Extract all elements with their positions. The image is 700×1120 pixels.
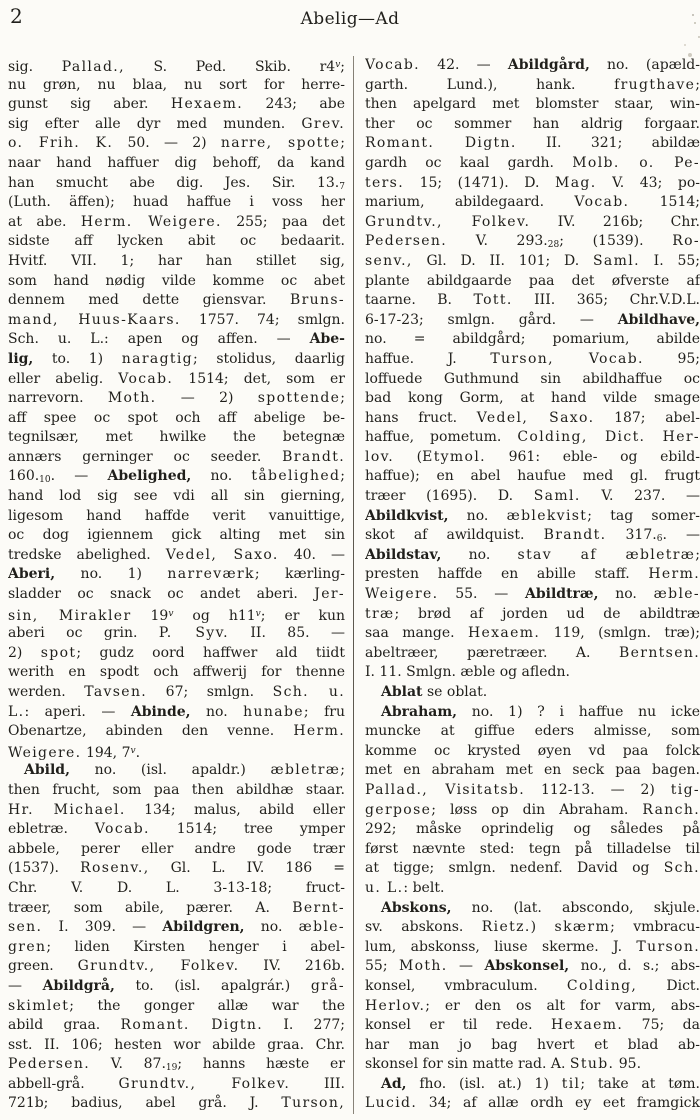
text-line: plante abildgaarde paa det øfverste af [365, 272, 700, 289]
text-line: then apelgard met blomster staar, win- [365, 96, 700, 113]
text-line: no. = abildgård; pomarium, abilde [365, 331, 700, 348]
text-line: Abildstav, no. stav af æbletræ; [365, 546, 700, 563]
text-line: (Luth. äffen); huad haffue i voss her [8, 194, 345, 211]
text-line: Pedersen. V. $87._{19}$; hanns hæste er [8, 1056, 345, 1074]
text-line: green. Grundtv., Folkev. IV. 216b. [8, 958, 345, 975]
text-line: Sch. u. L.: apen og affen. — Abe- [8, 331, 345, 348]
text-line: u. L.: belt. [365, 879, 445, 896]
text-line: Pedersen. V. $293._{28}$; (1539). Ro- [365, 233, 700, 251]
column-right [365, 56, 700, 1114]
text-line: Pallad., Visitatsb. 112-13. — 2) tig- [365, 781, 700, 798]
text-line: — Abildgrå, to. (isl. apalgrár.) grå- [8, 977, 345, 994]
column-left [8, 56, 345, 1114]
text-line: naar hand haffuer dig behoff, da kand [8, 154, 345, 171]
text-line: haffue. J. Turson, Vocab. 95; [365, 350, 700, 367]
text-line: 6-17-23; smlgn. gård. — Abildhave, [365, 311, 700, 328]
text-line: L.: aperi. — Abinde, no. hunabe; fru [8, 703, 345, 720]
text-line: at tigge; smlgn. nedenf. David og Sch. [365, 860, 700, 877]
text-line: træer, som abile, pærer. A. Bernt- [8, 899, 345, 916]
text-line: tredske abelighed. Vedel, Saxo. 40. — [8, 546, 345, 563]
text-line: Weigere. 194, 7$^v$. [8, 744, 141, 761]
text-line: skimlet; the gonger allæ war the [8, 997, 345, 1014]
column-divider [353, 56, 354, 1114]
text-line: abeltræer, pæretræer. A. Berntsen. [365, 644, 700, 661]
text-line: sv. abskons. Rietz.) skærm; vmbracu- [365, 919, 700, 936]
text-line: Weigere. 55. — Abildtræ, no. æble- [365, 586, 700, 603]
text-line: (1537). Rosenv., Gl. L. IV. 186 = [8, 860, 345, 877]
text-line: 292; måske oprindelig og således på [365, 821, 700, 838]
text-line: Obenartze, abinden den venne. Herm. [8, 723, 345, 740]
text-line: sst. II. 106; hesten wor abilde graa. Chr. [8, 1036, 345, 1053]
text-line: ther oc sommer han aldrig forgaar. [365, 115, 700, 132]
text-line: nu grøn, nu blaa, nu sort for herre- [8, 76, 345, 93]
text-line: Hr. Michael. 134; malus, abild eller [8, 801, 345, 818]
text-line: mand, Huus-Kaars. 1757. 74; smlgn. [8, 311, 345, 328]
text-line: træer (1695). D. Saml. V. 237. — [365, 488, 700, 505]
text-line: loffuede Guthmund sin abildhaffue oc [365, 370, 700, 387]
text-line: Ablat se oblat. [381, 684, 488, 700]
text-line: narrevorn. Moth. — 2) spottende; [8, 390, 345, 407]
text-line: o. Frih. K. 50. — 2) narre, spotte; [8, 135, 345, 152]
text-line: taarne. B. Tott. III. 365; Chr.V.D.L. [365, 292, 700, 309]
text-line: $160._{10}$. — Abelighed, no. tåbelighed; [8, 468, 345, 486]
text-line: gunst sig aber. Hexaem. 243; abe [8, 96, 345, 113]
text-line: presten haffde en abille staff. Herm. [365, 566, 700, 583]
text-line: Grundtv., Folkev. IV. 216b; Chr. [365, 213, 700, 230]
text-line: ters. 15; (1471). D. Mag. V. 43; po- [365, 174, 700, 191]
text-line: senv., Gl. D. II. 101; D. Saml. I. 55; [365, 252, 700, 269]
text-line: Abraham, no. 1) ? i haffue nu icke [381, 703, 700, 720]
text-line: hand lod sig see vdi all sin gierning, [8, 488, 345, 505]
text-line: abild graa. Romant. Digtn. I. 277; [8, 1017, 345, 1034]
text-line: annærs gerninger oc seeder. Brandt. [8, 448, 345, 465]
text-line: oc dog igiennem gick alting met sin [8, 527, 345, 544]
text-line: 2) spot; gudz oord haffwer ald tiidt [8, 644, 345, 661]
text-line: sen. I. 309. — Abildgren, no. æble- [8, 919, 345, 936]
text-line: ebletræ. Vocab. 1514; tree ymper [8, 821, 345, 838]
text-line: Aberi, no. 1) narreværk; kærling- [8, 566, 345, 583]
text-line: met en abraham met en seck paa bagen. [365, 762, 700, 779]
text-line: gardh oc kaal gardh. Molb. o. Pe- [365, 154, 700, 171]
text-line: marium, abildegaard. Vocab. 1514; [365, 194, 700, 211]
text-line: skonsel for sin matte rad. A. Stub. 95. [365, 1056, 642, 1073]
text-line: at abe. Herm. Weigere. 255; paa det [8, 213, 345, 230]
text-line: haffue, pometum. Colding, Dict. Her- [365, 429, 700, 446]
text-line: Ad, fho. (isl. at.) 1) til; take at tøm. [381, 1075, 700, 1092]
text-line: først nævnte sted: tegn på tilladelse til [365, 840, 700, 857]
text-line: konsel er til rede. Hexaem. 75; da [365, 1017, 700, 1034]
text-line: I. 11. Smlgn. æble og afledn. [365, 664, 570, 681]
text-line: dennem med dette giensvar. Bruns- [8, 292, 345, 309]
text-line: Abskons, no. (lat. abscondo, skjule. [381, 899, 700, 916]
text-line: Hvitf. VII. 1; har han stillet sig, [8, 252, 345, 269]
text-line: ligesom hand haffde verit vanuittige, [8, 507, 345, 524]
text-line: haffue); en abel haufue med gl. frugt [365, 468, 700, 485]
text-line: muncke at giffue eders almisse, som [365, 723, 700, 740]
text-line: 721b; badius, abel grå. J. Turson, [8, 1095, 345, 1112]
text-line: abbele, perer eller andre gode trær [8, 840, 345, 857]
text-line: Romant. Digtn. II. 321; abildæ [365, 135, 700, 152]
text-line: 55; Moth. — Abskonsel, no., d. s.; abs- [365, 958, 700, 975]
page-number: 2 [10, 4, 23, 28]
text-line: sidste aff lycken abit oc bedaarit. [8, 233, 345, 250]
text-line: Abildkvist, no. æblekvist; tag somer- [365, 507, 700, 524]
text-line: lov. (Etymol. 961: eble- og ebild- [365, 448, 700, 465]
text-line: sladder oc snack oc andet aberi. Jer- [8, 586, 345, 603]
running-title: Abelig—Ad [300, 9, 400, 29]
text-line: abbell-grå. Grundtv., Folkev. III. [8, 1075, 345, 1092]
text-line: werden. Tavsen. 67; smlgn. Sch. u. [8, 684, 345, 700]
text-line: Vocab. 42. — Abildgård, no. (apæld- [365, 57, 700, 73]
text-line: gerpose; løss op din Abraham. Ranch. [365, 801, 700, 818]
text-line: Abild, no. (isl. apaldr.) æbletræ; [24, 762, 345, 779]
text-line: Lucid. 34; af allæ ordh ey eet framgick [365, 1095, 700, 1112]
text-line: aff spee oc spot och aff abelige be- [8, 409, 345, 426]
text-line: then frucht, som paa then abildhæ staar. [8, 781, 345, 798]
text-line: komme oc krysted øyen vd paa folck [365, 742, 700, 759]
text-line: bad kong Gorm, at hand vilde smage [365, 390, 700, 407]
text-line: Herlov.; er den os alt for varm, abs- [365, 997, 700, 1014]
text-line: konsel, vmbraculum. Colding, Dict. [365, 977, 700, 994]
text-line: han smucht abe dig. Jes. Sir. $13._7$ [8, 174, 345, 192]
text-line: som hand nødig vilde komme oc abet [8, 272, 345, 289]
text-line: har man jo bag hvert et blad ab- [365, 1036, 700, 1053]
text-line: aberi oc grin. P. Syv. II. 85. — [8, 625, 345, 642]
text-line: gren; liden Kirsten henger i abel- [8, 938, 345, 955]
text-line: sig. Pallad., S. Ped. Skib. r4$^v$; [8, 59, 345, 75]
text-line: garth. Lund.), hank. frugthave; [365, 76, 700, 93]
text-line: lig, to. 1) naragtig; stolidus, daarlig [8, 350, 345, 367]
text-line: lum, abskonss, liuse skerme. J. Turson. [365, 938, 700, 955]
text-line: Chr. V. D. L. 3-13-18; fruct- [8, 879, 345, 896]
text-line: sin, Mirakler 19$^v$ og h11$^v$; er kun [8, 607, 345, 624]
text-line: skot af awildquist. Brandt. $317._6$. — [365, 527, 700, 545]
text-line: werith en spodt och affwerij for thenne [8, 664, 345, 681]
text-line: tegnilsær, met hwilke the betegnæ [8, 429, 345, 446]
text-line: sig efter alle dyr med munden. Grev. [8, 115, 345, 132]
text-line: saa mange. Hexaem. 119, (smlgn. træ); [365, 625, 700, 642]
text-line: træ; brød af jorden ud de abildtræ [365, 605, 700, 622]
text-line: eller abelig. Vocab. 1514; det, som er [8, 370, 345, 387]
text-columns [8, 56, 700, 1114]
scan-speckle [692, 14, 694, 16]
text-line: hans fruct. Vedel, Saxo. 187; abel- [365, 409, 700, 426]
